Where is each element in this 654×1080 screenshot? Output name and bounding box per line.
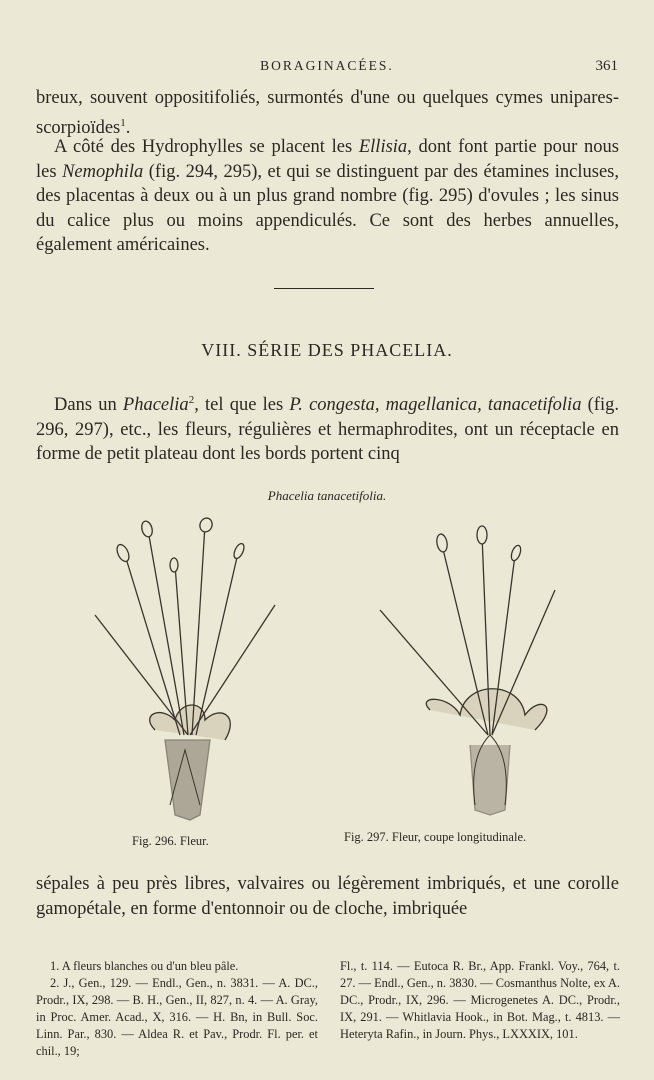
ellisia-text-a: A côté des Hydrophylles se placent les [54,137,359,157]
phacelia-text-c: (fig. 296, 297), etc., les fleurs, régulières et hermaphrodites, ont un réceptacle en forme de petit plateau dont les bords portent cinq [36,395,619,465]
intro-text: breux, souvent oppositifoliés, surmontés d'une ou quelques cymes unipares-scorpioïdes [36,88,619,138]
ellisia-text-c: (fig. 294, 295), et qui se distinguent par des étamines incluses, des placentas à deux ou à un plus grand nombre (fig. 295) d'ovules ; les sinus du calice plus ou moins appendiculés. Ce sont des herbes annuelles, également américaines. [36,161,619,255]
genus-ellisia: Ellisia [358,137,408,157]
page-header [36,58,618,80]
phacelia-text-b: , tel que les [194,395,290,416]
genus-phacelia: Phacelia [122,395,189,416]
intro-end: . [125,117,131,138]
figure-title: Phacelia tanacetifolia. [267,488,387,503]
footnote-2: 2. J., Gen., 129. — Endl., Gen., n. 3831. — A. DC., Prodr., IX, 298. — B. H., Gen., II, 827, n. 4. — A. Gray, in Proc. Amer. Acad., X, 316. — H. Bn, in Bull. Soc. Linn. Par., 830. — Aldea R. et Pav., Prodr. Fl. per. et chil., 19; [36,976,318,1058]
continuation-paragraph [36,872,619,921]
figure-297-caption: Fig. 297. Fleur, coupe longitudinale. [344,830,527,844]
section-title: VIII. SÉRIE DES PHACELIA. [201,340,453,360]
intro-paragraph [36,86,619,140]
ellisia-text-b: , dont font partie pour nous les [36,137,619,182]
footnote-ref-2: 2 [188,394,195,406]
page-number: 361 [595,58,618,74]
phacelia-text-a: Dans un [54,395,123,416]
continuation-text: sépales à peu près libres, valvaires ou légèrement imbriqués, et une corolle gamopétale, en forme d'entonnoir ou de cloche, imbriquée [36,874,619,919]
fig297-flower-section-drawing [380,526,555,815]
footnote-1: 1. A fleurs blanches ou d'un bleu pâle. [50,959,239,973]
phacelia-species: P. congesta, magellanica, tanacetifolia [289,395,582,416]
footnotes-right-column [340,958,620,1043]
ellisia-paragraph [36,135,619,258]
running-head: BORAGINACÉES. [260,58,394,73]
genus-nemophila: Nemophila [62,161,144,182]
section-divider [274,288,374,289]
fig296-flower-drawing [95,516,275,820]
figure-296-caption: Fig. 296. Fleur. [132,834,209,848]
footnote-ref-1: 1 [120,116,126,129]
phacelia-paragraph [36,388,619,467]
footnotes-left-column [36,958,318,1060]
phacelia-flower-illustration [80,505,570,825]
footnote-2-continued: Fl., t. 114. — Eutoca R. Br., App. Frankl. Voy., 764, t. 27. — Endl., Gen., n. 3830. — Cosmanthus Nolte, ex A. DC., Prodr., IX, 296. — Microgenetes A. DC., Prodr., IX, 291. — Whitlavia Hook., in Bot. Mag., t. 4813. — Heteryta Rafin., in Journ. Phys., LXXXIX, 101. [340,959,620,1041]
